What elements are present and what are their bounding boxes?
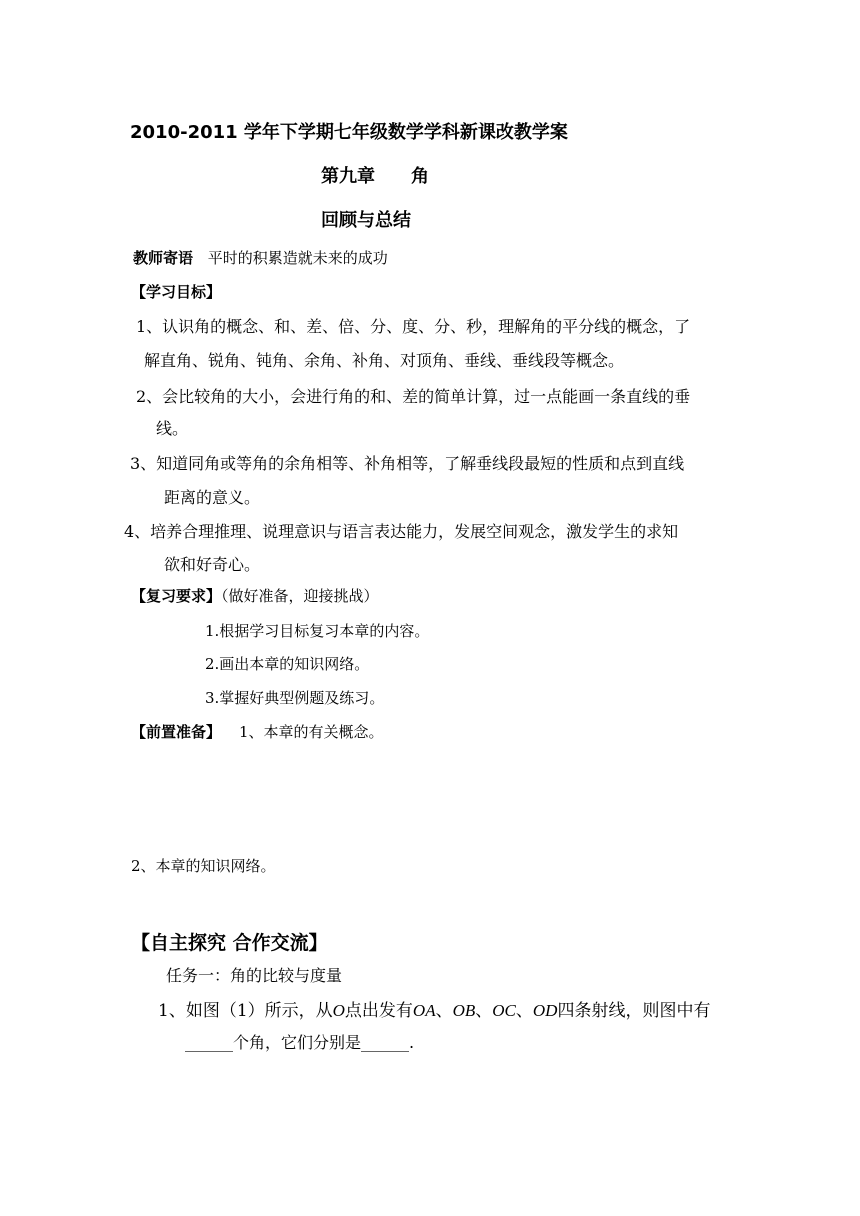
task-one: 任务一：角的比较与度量	[166, 966, 343, 985]
objective-3-line1: 3、知道同角或等角的余角相等、补角相等，了解垂线段最短的性质和点到直线	[130, 454, 685, 473]
objective-2-line2: 线。	[156, 419, 189, 438]
q1-point-o: O	[332, 1001, 345, 1020]
teacher-note	[133, 247, 388, 268]
objective-4-line1: 4、培养合理推理、说理意识与语言表达能力，发展空间观念，激发学生的求知	[124, 522, 679, 541]
q1-text-3: 四条射线，则图中有	[557, 1001, 711, 1021]
teacher-note-label: 教师寄语	[133, 249, 194, 267]
q1-sep-3: 、	[515, 1001, 533, 1021]
prep-heading: 【前置准备】	[131, 723, 222, 741]
question-1-line2: ______个角，它们分别是______.	[185, 1033, 415, 1052]
prep-item-1: 1、本章的有关概念。	[239, 723, 384, 741]
explore-heading: 【自主探究 合作交流】	[131, 932, 328, 954]
objective-1-line2: 解直角、锐角、钝角、余角、补角、对顶角、垂线、垂线段等概念。	[144, 351, 625, 370]
objectives-heading: 【学习目标】	[131, 283, 222, 301]
prep-heading-row	[131, 721, 384, 742]
chapter-title: 第九章 角	[321, 166, 429, 187]
page-title: 2010-2011 学年下学期七年级数学学科新课改教学案	[130, 122, 568, 143]
objective-2-line1: 2、会比较角的大小，会进行角的和、差的简单计算，过一点能画一条直线的垂	[136, 387, 691, 406]
review-item-2: 2.画出本章的知识网络。	[205, 655, 370, 673]
objective-3-line2: 距离的意义。	[164, 488, 261, 507]
question-1-line1	[158, 996, 710, 1021]
q1-ray-oa: OA	[412, 1001, 436, 1020]
review-note: （做好准备，迎接挑战）	[221, 587, 379, 605]
q1-sep-2: 、	[475, 1001, 493, 1021]
review-item-3: 3.掌握好典型例题及练习。	[205, 689, 385, 707]
prep-item-2: 2、本章的知识网络。	[131, 857, 276, 875]
q1-sep-1: 、	[435, 1001, 453, 1021]
review-item-1: 1.根据学习目标复习本章的内容。	[205, 622, 430, 640]
objective-1-line1: 1、认识角的概念、和、差、倍、分、度、分、秒，理解角的平分线的概念，了	[136, 317, 691, 336]
q1-text-2: 点出发有	[344, 1001, 413, 1021]
review-heading-row	[131, 585, 379, 606]
q1-ray-ob: OB	[452, 1001, 476, 1020]
q1-text-1: 1、如图（1）所示，从	[158, 1001, 333, 1021]
q1-ray-oc: OC	[492, 1001, 516, 1020]
section-subtitle: 回顾与总结	[321, 210, 411, 231]
review-heading: 【复习要求】	[131, 587, 222, 605]
objective-4-line2: 欲和好奇心。	[164, 555, 261, 574]
teacher-note-text: 平时的积累造就未来的成功	[207, 249, 388, 267]
q1-ray-od: OD	[532, 1001, 558, 1020]
